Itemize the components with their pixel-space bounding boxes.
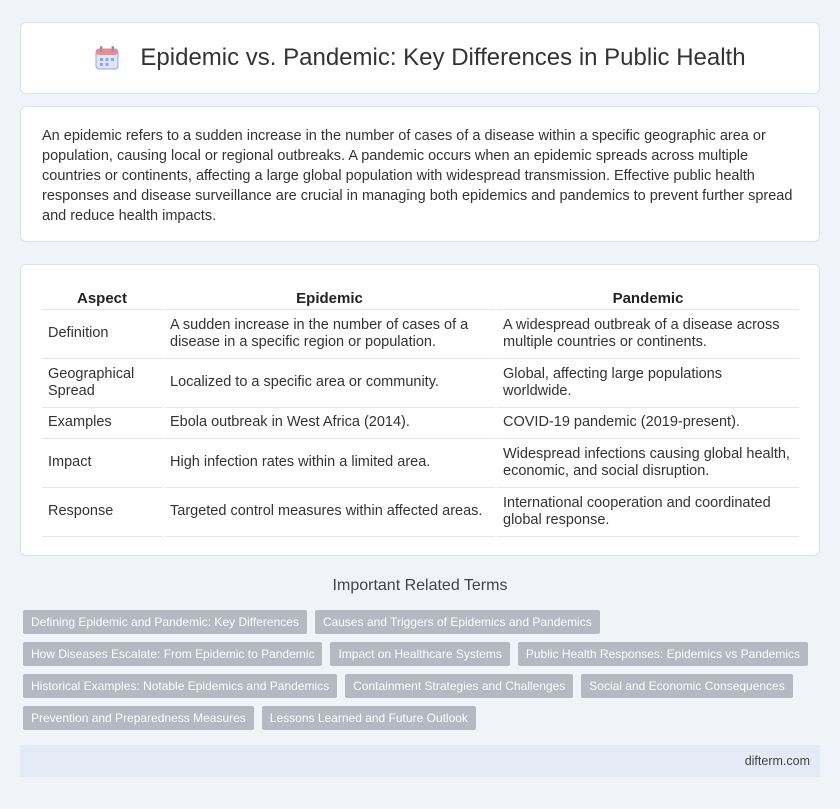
related-term-tag[interactable]: Public Health Responses: Epidemics vs Pandemics <box>518 642 808 666</box>
table-cell: A widespread outbreak of a disease across multiple countries or continents. <box>496 309 799 358</box>
footer-site-link[interactable]: difterm.com <box>744 754 810 768</box>
page-title: Epidemic vs. Pandemic: Key Differences in Public Health <box>140 44 746 71</box>
table-cell: Definition <box>42 309 163 358</box>
related-term-tag[interactable]: Defining Epidemic and Pandemic: Key Differences <box>23 610 307 634</box>
table-cell: Global, affecting large populations worldwide. <box>496 358 799 407</box>
table-row <box>42 438 799 487</box>
related-terms-list <box>23 610 823 738</box>
related-term-tag[interactable]: How Diseases Escalate: From Epidemic to Pandemic <box>23 642 322 666</box>
table-cell: Widespread infections causing global health, economic, and social disruption. <box>496 438 799 487</box>
comparison-table-card <box>20 264 820 556</box>
related-term-tag[interactable]: Historical Examples: Notable Epidemics and Pandemics <box>23 674 337 698</box>
column-header-epidemic: Epidemic <box>163 285 496 309</box>
table-cell: Localized to a specific area or community. <box>163 358 496 407</box>
related-term-tag[interactable]: Causes and Triggers of Epidemics and Pandemics <box>315 610 600 634</box>
table-cell: International cooperation and coordinated global response. <box>496 487 799 536</box>
related-term-tag[interactable]: Impact on Healthcare Systems <box>330 642 509 666</box>
table-row <box>42 309 799 358</box>
table-cell: Ebola outbreak in West Africa (2014). <box>163 407 496 438</box>
column-header-aspect: Aspect <box>42 285 163 309</box>
related-term-tag[interactable]: Prevention and Preparedness Measures <box>23 706 254 730</box>
page-header <box>20 22 820 94</box>
table-row <box>42 358 799 407</box>
table-cell: Targeted control measures within affected areas. <box>163 487 496 536</box>
table-cell: High infection rates within a limited area. <box>163 438 496 487</box>
column-header-pandemic: Pandemic <box>496 285 799 309</box>
table-cell: Impact <box>42 438 163 487</box>
table-cell: Examples <box>42 407 163 438</box>
comparison-table <box>42 285 799 537</box>
footer-bar <box>20 745 820 777</box>
table-row <box>42 407 799 438</box>
related-terms-title: Important Related Terms <box>332 577 508 594</box>
table-cell: Geographical Spread <box>42 358 163 407</box>
related-term-tag[interactable]: Social and Economic Consequences <box>581 674 792 698</box>
table-row <box>42 487 799 536</box>
table-cell: A sudden increase in the number of cases of a disease in a specific region or population. <box>163 309 496 358</box>
related-term-tag[interactable]: Containment Strategies and Challenges <box>345 674 573 698</box>
related-term-tag[interactable]: Lessons Learned and Future Outlook <box>262 706 476 730</box>
intro-paragraph: An epidemic refers to a sudden increase in the number of cases of a disease within a specific geographic area or population, causing local or regional outbreaks. A pandemic occurs when an epidemic spreads across multiple countries or continents, affecting a large global population with widespread transmission. Effective public health responses and disease surveillance are crucial in managing both epidemics and pandemics to prevent further spread and reduce health impacts. <box>20 106 820 242</box>
calendar-icon <box>94 45 120 71</box>
table-cell: COVID-19 pandemic (2019-present). <box>496 407 799 438</box>
table-cell: Response <box>42 487 163 536</box>
